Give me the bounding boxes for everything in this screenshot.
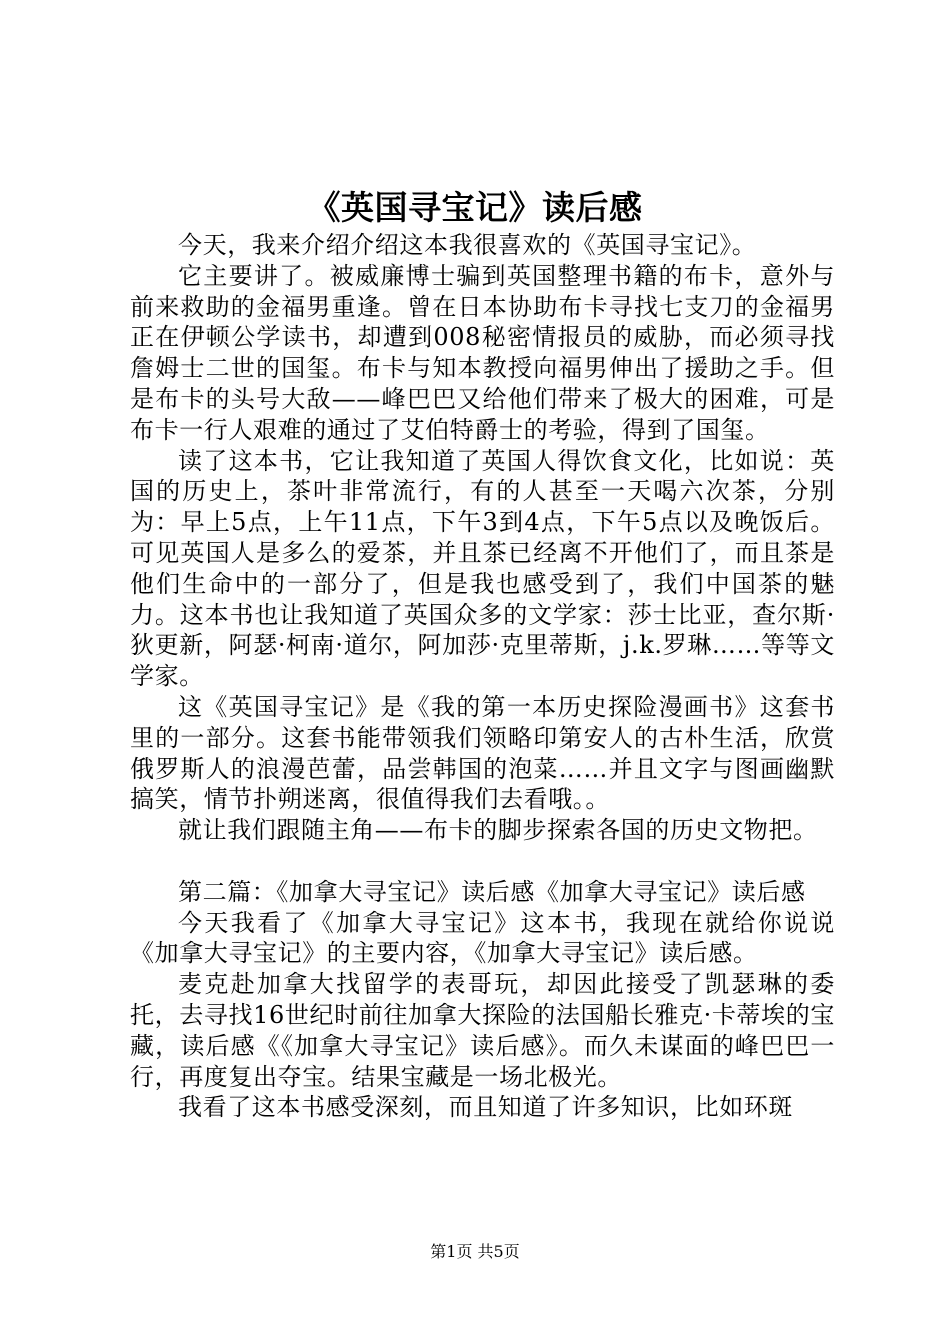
paragraph: 这《英国寻宝记》是《我的第一本历史探险漫画书》这套书里的一部分。这套书能带领我们领略印第安人的古朴生活，欣赏俄罗斯人的浪漫芭蕾，品尝韩国的泡菜……并且文字与图画幽默搞笑，情节扑朔迷离，很值得我们去看哦。。: [130, 692, 835, 814]
paragraph-spacer: [130, 846, 835, 877]
paragraph: 我看了这本书感受深刻，而且知道了许多知识，比如环斑: [178, 1093, 793, 1122]
document-body: [130, 230, 835, 1123]
paragraph: 就让我们跟随主角——布卡的脚步探索各国的历史文物把。: [178, 816, 818, 845]
paragraph: 它主要讲了。被威廉博士骗到英国整理书籍的布卡，意外与前来救助的金福男重逢。曾在日本协助布卡寻找七支刀的金福男正在伊顿公学读书，却遭到008秘密情报员的威胁，而必须寻找詹姆士二世的国玺。布卡与知本教授向福男伸出了援助之手。但是布卡的头号大敌——峰巴巴又给他们带来了极大的困难，可是布卡一行人艰难的通过了艾伯特爵士的考验，得到了国玺。: [130, 261, 835, 444]
paragraph: 今天，我来介绍介绍这本我很喜欢的《英国寻宝记》。: [178, 231, 757, 259]
document-title: 《英国寻宝记》读后感: [307, 188, 643, 227]
page-footer: 第1页 共5页: [430, 1242, 520, 1261]
paragraph: 读了这本书，它让我知道了英国人得饮食文化，比如说：英国的历史上，茶叶非常流行，有的人甚至一天喝六次茶，分别为：早上5点，上午11点，下午3到4点，下午5点以及晚饭后。可见英国人是多么的爱茶，并且茶已经离不开他们了，而且茶是他们生命中的一部分了，但是我也感受到了，我们中国茶的魅力。这本书也让我知道了英国众多的文学家：莎士比亚，查尔斯·狄更新，阿瑟·柯南·道尔，阿加莎·克里蒂斯，j.k.罗琳……等等文学家。: [130, 446, 835, 691]
paragraph: 今天我看了《加拿大寻宝记》这本书，我现在就给你说说《加拿大寻宝记》的主要内容，《加拿大寻宝记》读后感。: [130, 908, 835, 968]
section-heading: 第二篇：《加拿大寻宝记》读后感《加拿大寻宝记》读后感: [178, 877, 806, 906]
paragraph: 麦克赴加拿大找留学的表哥玩，却因此接受了凯瑟琳的委托，去寻找16世纪时前往加拿大探险的法国船长雅克·卡蒂埃的宝藏，读后感《《加拿大寻宝记》读后感》。而久未谋面的峰巴巴一行，再度复出夺宝。结果宝藏是一场北极光。: [130, 970, 835, 1091]
